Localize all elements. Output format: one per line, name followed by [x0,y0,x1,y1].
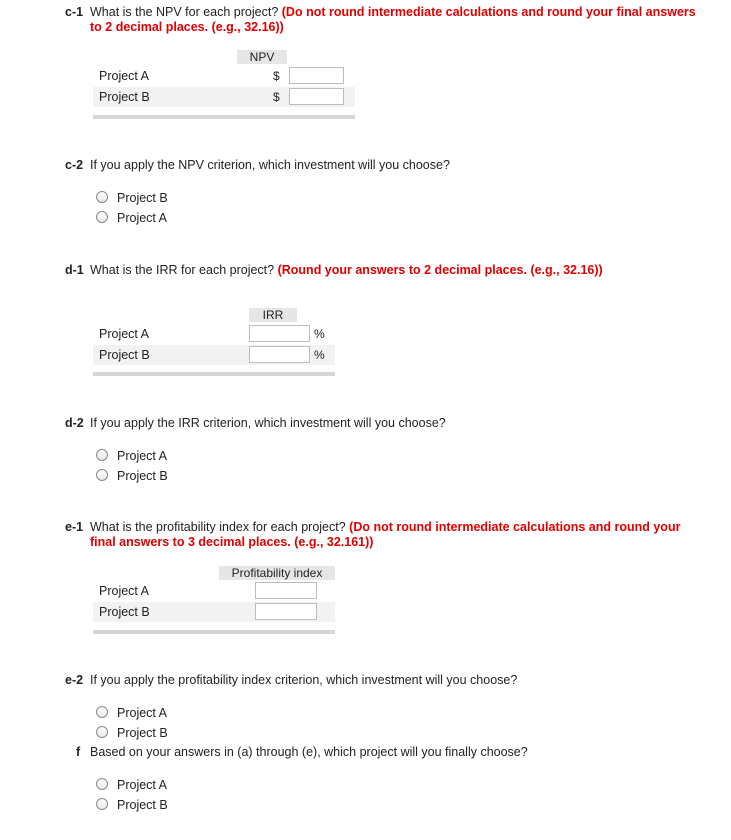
pi-input-project-a[interactable] [255,582,317,599]
currency-symbol: $ [273,69,280,83]
question-d2 [65,416,705,431]
question-c1 [65,5,705,35]
npv-table [93,50,355,120]
option-label: Project A [117,449,168,463]
row-label: Project A [99,584,150,598]
pi-input-project-b[interactable] [255,603,317,620]
percent-symbol: % [314,348,325,362]
question-text: If you apply the profitability index criterion, which investment will you choose? [90,673,518,687]
table-header: Profitability index [219,566,335,580]
option-label: Project B [117,469,168,483]
option-label: Project B [117,191,168,205]
percent-symbol: % [314,327,325,341]
question-instruction: (Round your answers to 2 decimal places. (e.g., 32.16)) [277,263,603,277]
question-label: e-1 [65,520,84,534]
question-e1 [65,520,705,550]
option-label: Project A [117,778,168,792]
question-text: What is the IRR for each project? [90,263,275,277]
npv-input-project-b[interactable] [289,88,344,105]
row-label: Project B [99,605,150,619]
irr-input-project-a[interactable] [249,325,310,342]
radio-button[interactable] [96,706,108,718]
question-label: f [76,745,81,759]
question-label: c-2 [65,158,84,172]
table-footer-bar [93,372,335,376]
table-row [93,87,355,107]
question-label: c-1 [65,5,84,19]
table-header: IRR [249,308,297,322]
question-c2 [65,158,705,173]
question-text: What is the profitability index for each project? [90,520,346,534]
row-label: Project B [99,348,150,362]
question-text: Based on your answers in (a) through (e), which project will you finally choose? [90,745,528,759]
option-label: Project A [117,211,168,225]
radio-button[interactable] [96,211,108,223]
table-footer-bar [93,115,355,119]
row-label: Project B [99,90,150,104]
profitability-index-table [93,566,335,636]
radio-button[interactable] [96,726,108,738]
question-e2 [65,673,705,688]
table-row [93,345,335,365]
question-label: d-2 [65,416,84,430]
question-label: d-1 [65,263,84,277]
npv-input-project-a[interactable] [289,67,344,84]
question-d1 [65,263,705,278]
radio-button[interactable] [96,449,108,461]
radio-button[interactable] [96,191,108,203]
radio-button[interactable] [96,778,108,790]
question-instruction: (Do not round intermediate calculations and round your final answers to 2 decimal places. (e.g., 32.16)) [90,5,696,34]
option-label: Project A [117,706,168,720]
irr-table [93,308,335,378]
table-header: NPV [237,50,287,64]
question-label: e-2 [65,673,84,687]
option-label: Project B [117,726,168,740]
radio-button[interactable] [96,469,108,481]
table-row [93,602,335,622]
question-text: If you apply the IRR criterion, which investment will you choose? [90,416,446,430]
table-row [93,324,335,344]
question-text: What is the NPV for each project? [90,5,279,19]
question-instruction: (Do not round intermediate calculations and round your final answers to 3 decimal places. (e.g., 32.161)) [90,520,681,549]
table-footer-bar [93,630,335,634]
row-label: Project A [99,69,150,83]
table-row [93,581,335,601]
table-row [93,66,355,86]
radio-button[interactable] [96,798,108,810]
irr-input-project-b[interactable] [249,346,310,363]
question-f [65,745,705,760]
row-label: Project A [99,327,150,341]
option-label: Project B [117,798,168,812]
currency-symbol: $ [273,90,280,104]
question-text: If you apply the NPV criterion, which investment will you choose? [90,158,450,172]
